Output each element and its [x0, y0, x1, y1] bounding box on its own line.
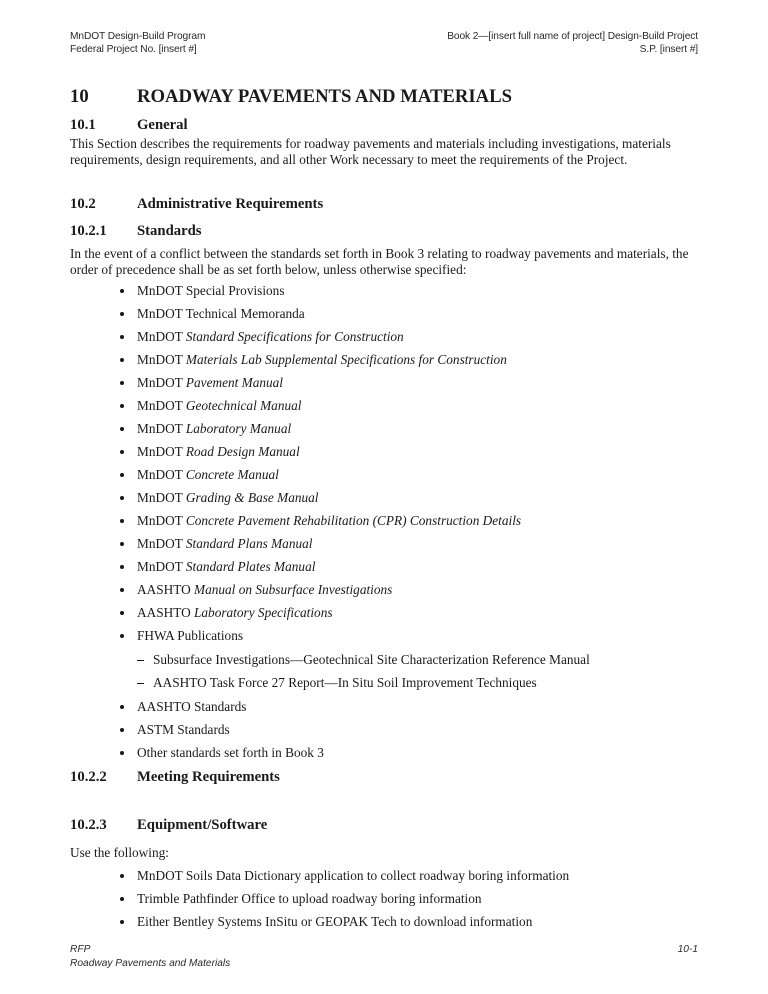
general-paragraph: This Section describes the requirements for roadway pavements and materials including investigations, materials requirements, design requirements, and all other Work necessary to meet the requirements of the Project.	[70, 136, 671, 168]
bullet-icon	[120, 634, 124, 638]
bullet-icon	[120, 312, 124, 316]
document-page: MnDOT Design-Build Program Federal Project No. [insert #] Book 2—[insert full name of project] Design-Build Project S.P. [insert #] 10 ROADWAY PAVEMENTS AND MATERIALS 10.1 General This Section describes the requirements for roadway pavements and materials including investigations, materials requirements, design requirements, and all other Work necessary to meet the requirements of the Project. 10.2 Administrative Requirements 10.2.1 Standards In the event of a conflict between the standards set forth in Book 3 relating to roadway pavements and materials, the order of precedence shall be as set forth below, unless otherwise specified: MnDOT Special Provisions MnDOT Technical Memoranda MnDOT Standard Specifications for Construction MnDOT Materials Lab Supplemental Specifications for Construction MnDOT Pavement Manual MnDOT Geotechnical Manual MnDOT Laboratory Manual MnDOT Road Design Manual MnDOT Concrete Manual MnDOT Grading & Base Manual MnDOT Concrete Pavement Rehabilitation (CPR) Construction Details MnDOT Standard Plans Manual MnDOT Standard Plates Manual AASHTO Manual on Subsurface Investigations AASHTO Laboratory Specifications FHWA Publications Subsurface Investigations—Geotechnical Site Characterization Reference Manual AASHTO Task Force 27 Report—In Situ Soil Improvement Techniques AASHTO Standards ASTM Standards Other standards set forth in Book 3 10.2.2 Meeting Requirements 10.2.3 Equipment/Software Use the following: MnDOT Soils Data Dictionary application to collect roadway boring information Trimble Pathfinder Office to upload roadway boring information Either Bentley Systems InSitu or GEOPAK Tech to download information RFP Roadway Pavements and Materials 10-1	[0, 0, 768, 994]
heading-title: General	[137, 117, 188, 133]
bullet-icon	[120, 588, 124, 592]
page-footer-right	[678, 943, 698, 957]
page-footer-left	[70, 943, 230, 971]
heading-number: 10.2.1	[70, 223, 107, 239]
page-header-right	[447, 30, 698, 56]
heading-number: 10.2.3	[70, 817, 107, 833]
dash-icon	[137, 683, 144, 684]
sp-number: S.P. [insert #]	[639, 44, 698, 55]
bullet-icon	[120, 728, 124, 732]
page-number: 10-1	[677, 944, 698, 955]
heading-title: Meeting Requirements	[137, 769, 280, 785]
program-name: MnDOT Design-Build Program	[70, 31, 206, 42]
bullet-icon	[120, 874, 124, 878]
standards-paragraph: In the event of a conflict between the standards set forth in Book 3 relating to roadway pavements and materials, the order of precedence shall be as set forth below, unless otherwise specified:	[70, 246, 689, 278]
heading-title: Administrative Requirements	[137, 196, 324, 212]
bullet-icon	[120, 897, 124, 901]
book-title: Book 2—[insert full name of project] Design-Build Project	[447, 31, 698, 42]
bullet-icon	[120, 473, 124, 477]
footer-section-name: Roadway Pavements and Materials	[70, 958, 231, 969]
bullet-icon	[120, 289, 124, 293]
bullet-icon	[120, 920, 124, 924]
bullet-icon	[120, 519, 124, 523]
bullet-icon	[120, 611, 124, 615]
page-header-left	[70, 30, 205, 56]
bullet-icon	[120, 751, 124, 755]
heading-number: 10.2.2	[70, 769, 107, 785]
section-number: 10	[70, 86, 89, 107]
footer-document-type: RFP	[70, 944, 91, 955]
equipment-intro: Use the following:	[70, 845, 169, 860]
bullet-icon	[120, 404, 124, 408]
heading-title: Standards	[137, 223, 202, 239]
bullet-icon	[120, 565, 124, 569]
dash-icon	[137, 660, 144, 661]
bullet-icon	[120, 335, 124, 339]
federal-project-number: Federal Project No. [insert #]	[70, 44, 197, 55]
bullet-icon	[120, 705, 124, 709]
bullet-icon	[120, 542, 124, 546]
bullet-icon	[120, 496, 124, 500]
heading-title: Equipment/Software	[137, 817, 268, 833]
bullet-icon	[120, 450, 124, 454]
bullet-icon	[120, 427, 124, 431]
bullet-icon	[120, 381, 124, 385]
section-title: ROADWAY PAVEMENTS AND MATERIALS	[137, 86, 513, 107]
bullet-icon	[120, 358, 124, 362]
heading-number: 10.1	[70, 117, 96, 133]
heading-number: 10.2	[70, 196, 96, 212]
